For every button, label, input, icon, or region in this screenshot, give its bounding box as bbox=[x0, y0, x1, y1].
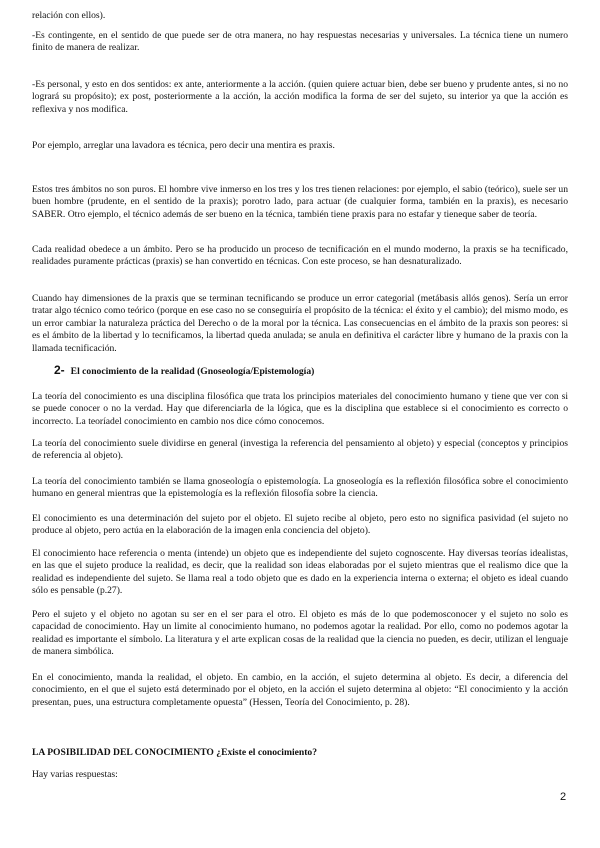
section-number: 2- bbox=[54, 363, 65, 377]
paragraph-contingente: -Es contingente, en el sentido de que puede ser de otra manera, no hay respuestas necesarias y universales. La técnica tiene un numero finito de manera de realizar. bbox=[32, 30, 568, 54]
section-title: El conocimiento de la realidad (Gnoseología/Epistemología) bbox=[70, 366, 315, 377]
paragraph-division: La teoría del conocimiento suele dividirse en general (investiga la referencia del pensamiento al objeto) y especial (conceptos y principios de referencia al objeto). bbox=[32, 438, 568, 462]
paragraph-tecnificacion: Cada realidad obedece a un ámbito. Pero se ha producido un proceso de tecnificación en el mundo moderno, la praxis se ha tecnificado, realidades puramente prácticas (praxis) se han convertido en técnicas. Con este proceso, se han desnaturalizado. bbox=[32, 244, 568, 268]
paragraph-limite: Pero el sujeto y el objeto no agotan su ser en el ser para el otro. El objeto es más de lo que podemosconocer y el sujeto no solo es capacidad de conocimiento. Hay un limite al conocimiento humano, no podemos agotar la realidad. Por ello, como no podemos agotar la realidad es importante el símbolo. La literatura y el arte explican cosas de la realidad que la ciencia no pueden, es decir, utilizan el lenguaje de manera simbólica. bbox=[32, 609, 568, 658]
paragraph-teoria: La teoría del conocimiento es una disciplina filosófica que trata los principios materiales del conocimiento humano y tiene que ver con si se puede conocer o no la verdad. Hay que diferenciarla de la lógica, que es la disciplina que establece si el conocimiento es correcto o incorrecto. La teoríadel conocimiento en cambio nos dice cómo conocemos. bbox=[32, 391, 568, 427]
paragraph-respuestas: Hay varias respuestas: bbox=[32, 769, 118, 780]
page-number: 2 bbox=[560, 791, 567, 803]
paragraph-determinacion: El conocimiento es una determinación del sujeto por el objeto. El sujeto recibe al objeto, pero esto no significa pasividad (el sujeto no produce al objeto, pero actúa en la elaboración de la imagen enla conciencia del objeto). bbox=[32, 513, 568, 537]
paragraph-relacion: relación con ellos). bbox=[32, 10, 106, 21]
section-heading bbox=[54, 364, 314, 378]
paragraph-accion: En el conocimiento, manda la realidad, el objeto. En cambio, en la acción, el sujeto determina al objeto. Es decir, a diferencia del conocimiento, en el que el sujeto está determinado por el objeto, en la acción el sujeto determina al objeto: “El conocimiento y la acción presentan, pues, una estructura completamente opuesta” (Hessen, Teoría del Conocimiento, p. 28). bbox=[32, 672, 568, 708]
paragraph-ejemplo: Por ejemplo, arreglar una lavadora es técnica, pero decir una mentira es praxis. bbox=[32, 140, 335, 151]
paragraph-referencia: El conocimiento hace referencia o menta (intende) un objeto que es independiente del sujeto cognoscente. Hay diversas teorías idealistas, en las que el sujeto produce la realidad, es decir, que la realidad son ideas elaboradas por el sujeto mientras que el realismo dice que la realidad es independiente del sujeto. Se llama real a todo objeto que es dado en la experiencia interna o externa; el objeto es ideal cuando sólo es pensable (p.27). bbox=[32, 548, 568, 597]
posibilidad-heading: LA POSIBILIDAD DEL CONOCIMIENTO ¿Existe el conocimiento? bbox=[32, 747, 317, 758]
paragraph-personal: -Es personal, y esto en dos sentidos: ex ante, anteriormente a la acción. (quien quiere actuar bien, debe ser bueno y prudente antes, si no no logrará su propósito); ex post, posteriormente a la acción, la acción modifica la forma de ser del sujeto, su interior ya que la acción es reflexiva y nos modifica. bbox=[32, 79, 568, 115]
paragraph-gnoseologia: La teoría del conocimiento también se llama gnoseología o epistemología. La gnoseología es la reflexión filosófica sobre el conocimiento humano en general mientras que la epistemología es la reflexión filosofía sobre la ciencia. bbox=[32, 476, 568, 500]
paragraph-ambitos: Estos tres ámbitos no son puros. El hombre vive inmerso en los tres y los tres tienen relaciones: por ejemplo, el sabio (teórico), suele ser un buen hombre (prudente, en el sentido de la praxis); porotro lado, para actuar (de cualquier forma, también en la praxis), es necesario SABER. Otro ejemplo, el técnico además de ser bueno en la técnica, también tiene praxis para no estafar y tieneque saber de teoría. bbox=[32, 184, 568, 220]
paragraph-error-categorial: Cuando hay dimensiones de la praxis que se terminan tecnificando se produce un error categorial (metábasis allós genos). Sería un error tratar algo técnico como teórico (porque en ese caso no se conseguiría el propósito de la técnica: el éxito y el cambio); del mismo modo, es un error cambiar la naturaleza práctica del Derecho o de la moral por la técnica. Las consecuencias en el ámbito de la praxis son peores: si es el ámbito de la libertad y lo tecnificamos, la libertad queda anulada; se anula en definitiva el carácter libre y humano de la praxis con la llamada tecnificación. bbox=[32, 293, 568, 354]
